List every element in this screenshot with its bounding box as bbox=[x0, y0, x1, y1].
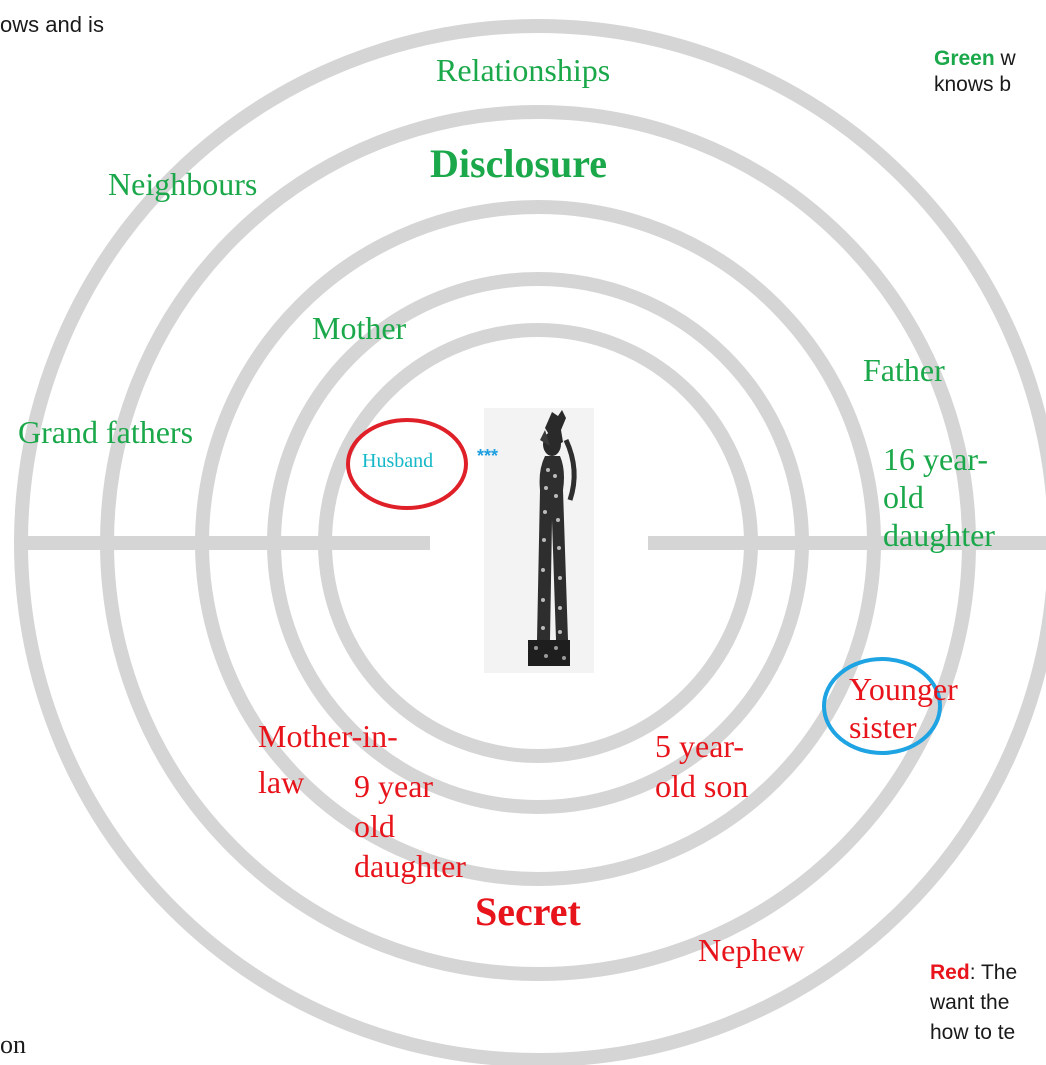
son-5-line1: 5 year- bbox=[655, 728, 745, 764]
younger-sister-line2: sister bbox=[849, 709, 917, 745]
green-legend bbox=[934, 46, 1016, 98]
mother-in-law-line2: law bbox=[258, 764, 305, 800]
red-legend-key: Red bbox=[930, 961, 970, 984]
figurine-icon bbox=[484, 408, 594, 673]
secret-heading: Secret bbox=[475, 889, 581, 934]
father-label: Father bbox=[863, 352, 945, 388]
red-legend-line3: how to te bbox=[930, 1021, 1016, 1044]
son-5-label bbox=[655, 726, 748, 806]
red-legend-rest1: : The bbox=[969, 961, 1018, 984]
younger-sister-label bbox=[849, 670, 958, 746]
green-legend-rest1: w bbox=[994, 47, 1016, 70]
mother-label: Mother bbox=[312, 310, 407, 346]
disclosure-heading: Disclosure bbox=[430, 141, 608, 186]
red-legend-line2: want the bbox=[930, 991, 1010, 1014]
husband-label: Husband bbox=[362, 450, 434, 472]
husband-asterisks: *** bbox=[477, 446, 499, 466]
daughter-16-line2: old bbox=[883, 479, 924, 515]
green-legend-line2: knows b bbox=[934, 73, 1012, 96]
daughter-16-label bbox=[883, 440, 995, 554]
red-legend-line1 bbox=[930, 958, 1017, 988]
green-legend-key: Green bbox=[934, 47, 995, 70]
younger-sister-line1: Younger bbox=[849, 671, 958, 707]
daughter-9-line3: daughter bbox=[354, 848, 466, 884]
daughter-9-line1: 9 year bbox=[354, 768, 434, 804]
red-legend bbox=[930, 958, 1017, 1048]
son-5-line2: old son bbox=[655, 768, 749, 804]
left-legend-fragment: ows and is bbox=[0, 12, 104, 37]
relationships-label: Relationships bbox=[436, 52, 611, 88]
green-legend-line1 bbox=[934, 46, 1016, 72]
daughter-16-line3: daughter bbox=[883, 517, 995, 553]
neighbours-label: Neighbours bbox=[108, 166, 258, 202]
left-bottom-fragment: on bbox=[0, 1030, 26, 1059]
grand-fathers-label: Grand fathers bbox=[18, 414, 194, 450]
mother-in-law-line1: Mother-in- bbox=[258, 718, 398, 754]
daughter-9-line2: old bbox=[354, 808, 395, 844]
daughter-16-line1: 16 year- bbox=[883, 441, 989, 477]
nephew-label: Nephew bbox=[698, 932, 805, 968]
daughter-9-label bbox=[354, 766, 466, 886]
